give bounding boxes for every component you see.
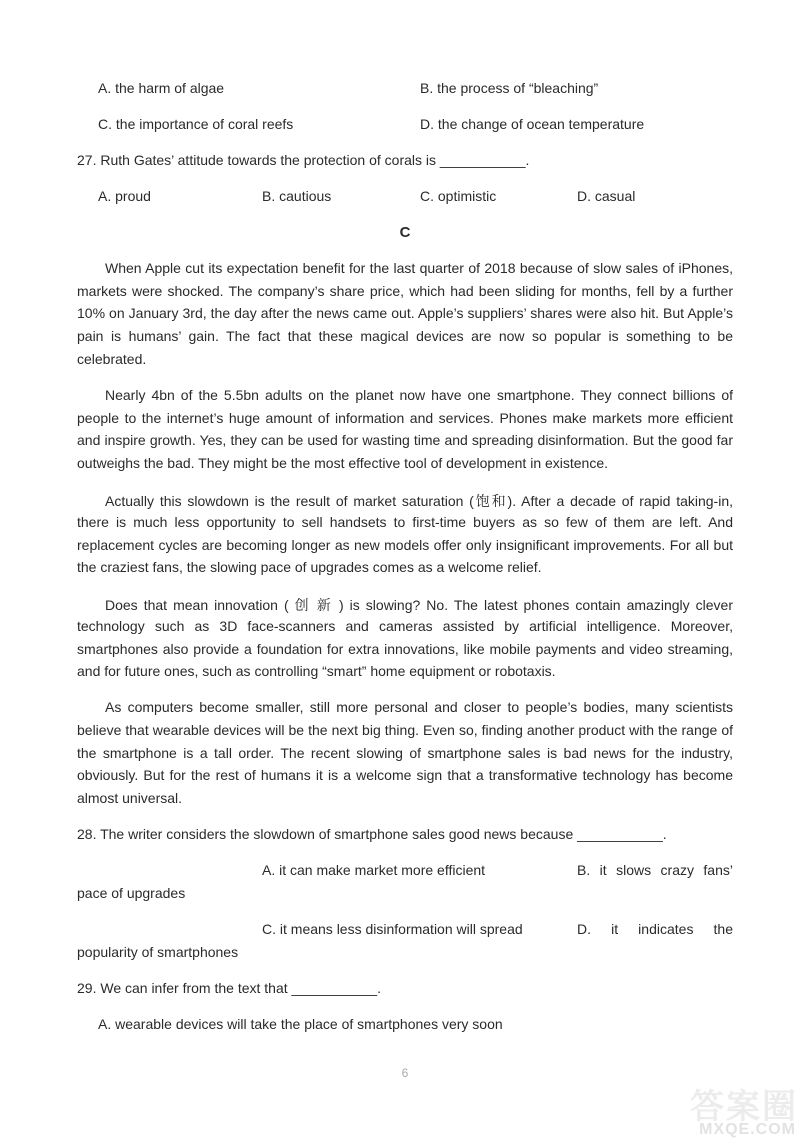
passage-line: When Apple cut its expectation benefit for the last quarter of 2018 because of slow sales of iPhones, (105, 260, 733, 276)
passage-line: there is much less opportunity to sell handsets to first-time buyers as so few of them are left. And (77, 514, 733, 530)
q28-option-b: B. it slows crazy fans’ (577, 862, 733, 878)
passage-line: smartphones also provide a foundation for extra innovations, like mobile payments and video streaming, (77, 641, 733, 657)
passage-line: almost universal. (77, 790, 183, 806)
passage-line: and for future ones, such as controlling “smart” home equipment or robotaxis. (77, 663, 556, 679)
passage-line: the craziest fans, the slowing pace of upgrades comes as a welcome relief. (77, 559, 542, 575)
passage-line: people to the internet’s huge amount of information and services. Phones make markets more efficient (77, 410, 733, 426)
q26-option-b: B. the process of “bleaching” (420, 80, 599, 96)
page-number: 6 (401, 1066, 409, 1080)
passage-line: the smartphone is a tall order. The recent slowing of smartphone sales is bad news for the industry, (77, 745, 733, 761)
passage-line: celebrated. (77, 351, 147, 367)
passage-line: believe that wearable devices will be the next big thing. Even so, finding another product with the range of (77, 722, 733, 738)
passage-line: technology such as 3D face-scanners and cameras assisted by artificial intelligence. Moreover, (77, 618, 733, 634)
q29-stem: 29. We can infer from the text that ___________. (77, 980, 382, 996)
passage-line: As computers become smaller, still more personal and closer to people’s bodies, many scientists (105, 699, 733, 715)
passage-line: obviously. But for the rest of humans it is a welcome sign that a transformative technology has become (77, 767, 733, 783)
passage-line: and inspire growth. Yes, they can be used for wasting time and spreading disinformation. But the good far (77, 432, 733, 448)
passage-line: 10% on January 3rd, the day after the news came out. Apple’s suppliers’ shares were also hit. But Apple’s (77, 305, 733, 321)
q28-option-d-continued: popularity of smartphones (77, 944, 239, 960)
passage-line: Nearly 4bn of the 5.5bn adults on the planet now have one smartphone. They connect billions of (105, 387, 733, 403)
q28-option-d: D. it indicates the (577, 921, 733, 937)
passage-line: outweighs the bad. They might be the most effective tool of development in existence. (77, 455, 609, 471)
q28-stem: 28. The writer considers the slowdown of smartphone sales good news because ___________. (77, 826, 667, 842)
q26-option-a: A. the harm of algae (98, 80, 225, 96)
q26-option-d: D. the change of ocean temperature (420, 116, 645, 132)
watermark-logo (672, 1079, 802, 1139)
passage-line: pain is humans’ gain. The fact that these magical devices are now so popular is something to be (77, 328, 733, 344)
passage-line: Actually this slowdown is the result of market saturation (饱和). After a decade of rapid taking-in, (105, 493, 733, 509)
q27-option-d: D. casual (577, 188, 636, 204)
passage-line: markets were shocked. The company’s share price, which had been sliding for months, fell by a further (77, 283, 733, 299)
q28-option-b-continued: pace of upgrades (77, 885, 186, 901)
passage-line: replacement cycles are becoming longer as new models offer only insignificant improvements. For all but (77, 537, 733, 553)
watermark-url: MXQE.COM (699, 1121, 796, 1138)
q28-option-a: A. it can make market more efficient (262, 862, 486, 878)
q27-option-c: C. optimistic (420, 188, 497, 204)
q26-option-c: C. the importance of coral reefs (98, 116, 294, 132)
q28-option-c: C. it means less disinformation will spread (262, 921, 523, 937)
q27-stem: 27. Ruth Gates’ attitude towards the protection of corals is ___________. (77, 152, 530, 168)
q27-option-b: B. cautious (262, 188, 332, 204)
q29-option-a: A. wearable devices will take the place of smartphones very soon (98, 1016, 503, 1032)
section-heading: C (399, 224, 411, 241)
watermark-text: 答案圈 (690, 1088, 798, 1126)
q27-option-a: A. proud (98, 188, 151, 204)
passage-line: Does that mean innovation ( 创 新 ) is slowing? No. The latest phones contain amazingly clever (105, 597, 733, 613)
